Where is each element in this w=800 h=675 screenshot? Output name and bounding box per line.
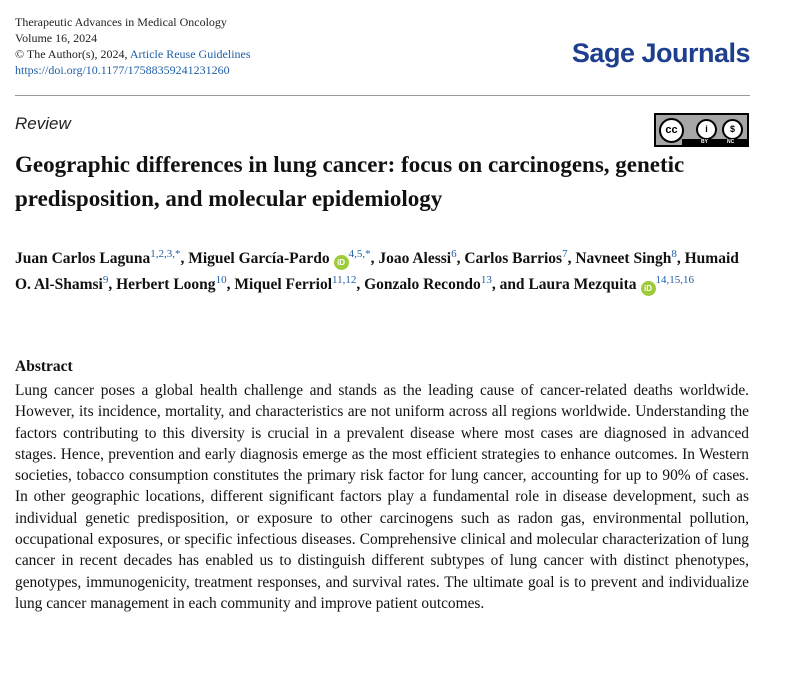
author-separator: , [370,250,379,267]
author-affiliation[interactable]: 13 [480,274,492,286]
journal-header [15,14,750,84]
author-affiliation[interactable]: 1,2,3,* [150,248,181,260]
author-name[interactable]: Herbert Loong [116,276,216,293]
author-affiliation[interactable]: 7 [562,248,568,260]
author-separator: , [456,250,465,267]
author-separator: , [226,276,235,293]
noncommercial-icon: $ [722,119,743,140]
author-name[interactable]: Laura Mezquita [528,276,637,293]
author-separator: , [567,250,576,267]
attribution-icon: i [696,119,717,140]
copyright-text: © The Author(s), 2024, [15,47,130,61]
author-separator: , and [491,276,529,293]
author-separator: , [108,276,117,293]
reuse-guidelines-link[interactable]: Article Reuse Guidelines [129,47,251,61]
journal-volume: Volume 16, 2024 [15,31,98,45]
author-name[interactable]: Joao Alessi [378,250,452,267]
author-affiliation[interactable]: 14,15,16 [655,274,694,286]
author-name[interactable]: Miguel García-Pardo [188,250,330,267]
sage-journals-logo[interactable]: Sage Journals [571,38,750,68]
author-separator: , [676,250,685,267]
abstract-heading: Abstract [15,358,73,375]
author-name[interactable]: Navneet Singh [575,250,672,267]
cc-icon: cc [659,118,684,143]
author-name[interactable]: Gonzalo Recondo [364,276,481,293]
author-list [15,246,755,298]
author-affiliation[interactable]: 6 [451,248,457,260]
author-affiliation[interactable]: 11,12 [332,274,357,286]
orcid-icon[interactable]: iD [334,255,349,270]
author-name[interactable]: Juan Carlos Laguna [15,250,151,267]
article-title: Geographic differences in lung cancer: focus on carcinogens, genetic predisposition, and molecular epidemiology [15,152,685,211]
author-name[interactable]: Miquel Ferriol [234,276,333,293]
license-by-label: BY [701,139,708,145]
cc-by-nc-license-icon[interactable] [654,113,749,147]
doi-link[interactable]: https://doi.org/10.1177/17588359241231260 [15,63,230,77]
abstract-text: Lung cancer poses a global health challenge and stands as the leading cause of cancer-related deaths worldwide. However, its incidence, mortality, and characteristics are not uniform across all regions worldwide. Understanding the factors contributing to this diversity is crucial in a prevalent disease where most cases are diagnosed in advanced stages. Hence, prevention and early diagnosis emerge as the most efficient strategies to enhance outcomes. In Western societies, tobacco consumption constitutes the primary risk factor for lung cancer, accounting for up to 90% of cases. In other geographic locations, different significant factors play a fundamental role in disease development, such as individual genetic predisposition, or exposure to other carcinogens such as radon gas, environmental pollution, occupational exposures, or specific infectious diseases. Comprehensive clinical and molecular characterization of lung cancer in recent decades has enabled us to distinguish different subtypes of lung cancer with distinct phenotypes, genotypes, immunogenicity, treatment responses, and survival rates. The ultimate goal is to prevent and individualize lung cancer management in each community and improve patient outcomes. [15,382,749,612]
orcid-icon[interactable]: iD [641,281,656,296]
author-affiliation[interactable]: 4,5,* [348,248,371,260]
journal-name: Therapeutic Advances in Medical Oncology [15,15,227,29]
author-separator: , [180,250,189,267]
author-affiliation[interactable]: 8 [671,248,677,260]
author-affiliation[interactable]: 10 [215,274,227,286]
author-name[interactable]: Humaid O. Al-Shamsi [15,250,739,293]
article-type: Review [15,114,71,133]
license-nc-label: NC [727,139,735,145]
license-label-bar [682,139,747,145]
author-name[interactable]: Carlos Barrios [464,250,563,267]
header-divider [15,95,750,96]
author-affiliation[interactable]: 9 [102,274,109,286]
author-separator: , [356,276,365,293]
